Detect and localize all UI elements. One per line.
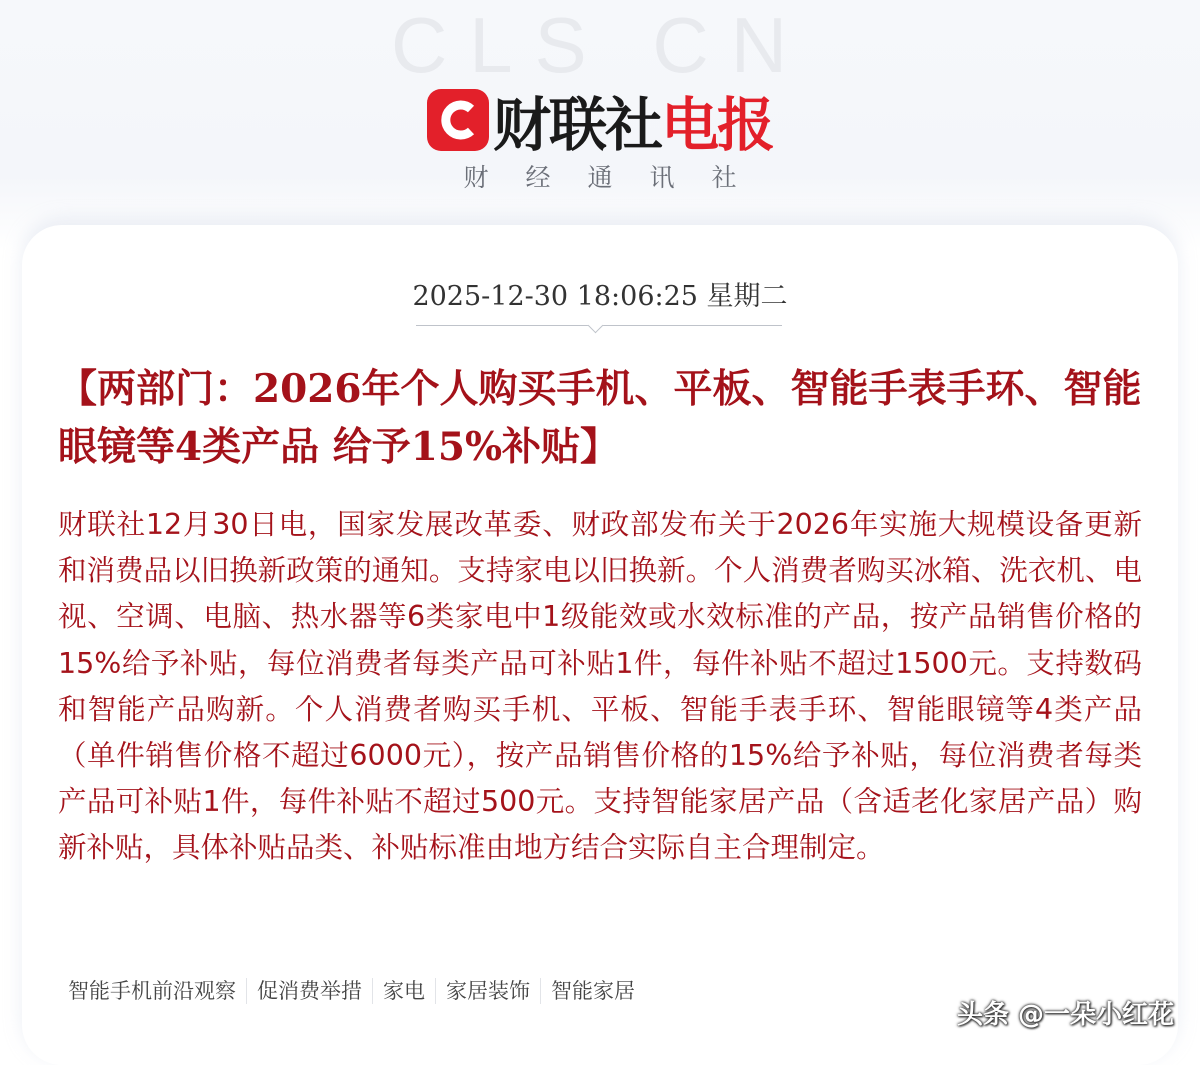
tag-item[interactable]: 智能家居 xyxy=(540,978,645,1004)
author-attribution: 头条 @一朵小红花 xyxy=(956,1000,1174,1030)
brand-logo xyxy=(0,78,1200,162)
tag-item[interactable]: 智能手机前沿观察 xyxy=(68,979,236,1003)
article-body: 财联社12月30日电，国家发展改革委、财政部发布关于2026年实施大规模设备更新和消费品以旧换新政策的通知。支持家电以旧换新。个人消费者购买冰箱、洗衣机、电视、空调、电脑、热水器等6类家电中1级能效或水效标准的产品，按产品销售价格的15%给予补贴，每位消费者每类产品可补贴1件，每件补贴不超过1500元。支持数码和智能产品购新。个人消费者购买手机、平板、智能手表手环、智能眼镜等4类产品（单件销售价格不超过6000元），按产品销售价格的15%给予补贴，每位消费者每类产品可补贴1件，每件补贴不超过500元。支持智能家居产品（含适老化家居产品）购新补贴，具体补贴品类、补贴标准由地方结合实际自主合理制定。 xyxy=(58,508,1142,865)
brand-name-dark: 财联社 xyxy=(492,91,661,159)
brand-subtitle: 财经通讯社 xyxy=(463,163,774,192)
cls-c-logo-icon xyxy=(427,89,489,151)
watermark-text: CLS CN xyxy=(390,1,810,89)
article-datetime: 2025-12-30 18:06:25 星期二 xyxy=(412,281,788,312)
article-headline: 【两部门：2026年个人购买手机、平板、智能手表手环、智能眼镜等4类产品 给予15%补贴】 xyxy=(58,366,1142,470)
tag-item[interactable]: 家电 xyxy=(372,978,435,1004)
tag-item[interactable]: 促消费举措 xyxy=(246,978,372,1004)
topic-tags xyxy=(58,978,645,1004)
tag-item[interactable]: 家居装饰 xyxy=(435,978,540,1004)
brand-name-red: 电报 xyxy=(661,91,774,159)
brand-name xyxy=(493,78,773,162)
